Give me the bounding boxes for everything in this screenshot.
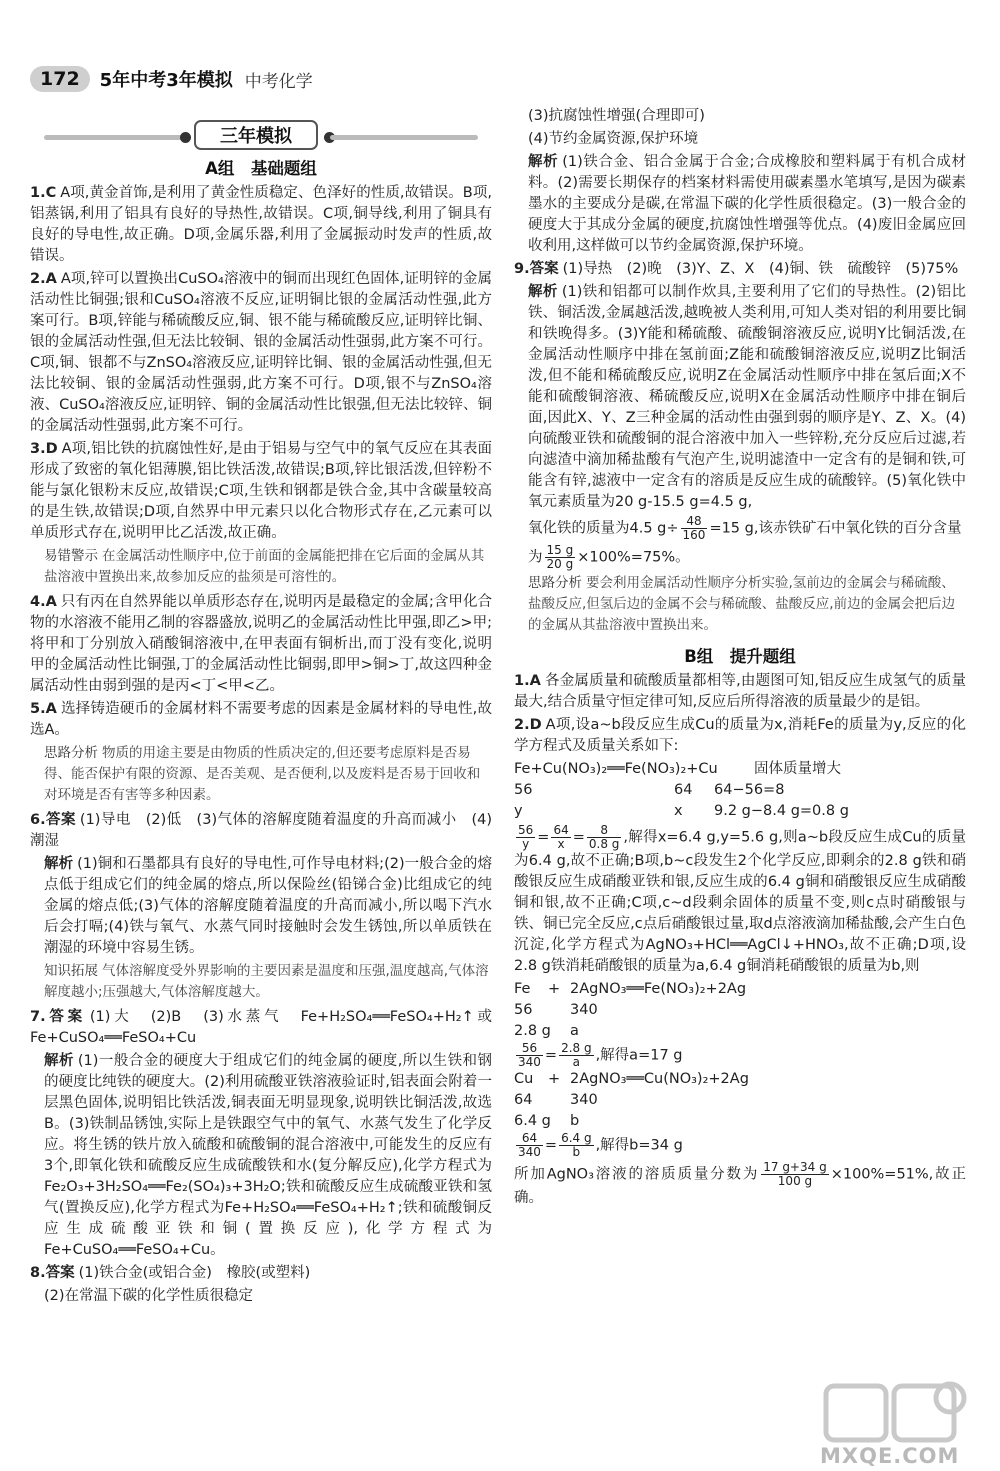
fraction-top: 17 g+34 g xyxy=(763,1160,827,1174)
analysis-text: (1)铁合金、铝合金属于合金;合成橡胶和塑料属于有机合成材料。(2)需要长期保存的档案材料需使用碳素墨水笔填写,是因为碳素墨水的主要成分是碳,在常温下碳的化学性质很稳定。(3)一般合金的硬度大于其成分金属的硬度,抗腐蚀性增强等优点。(4)废旧金属应回收利用,这样做可以节约金属资源,保护环境。 xyxy=(528,154,966,254)
answer-text: 选择铸造硬币的金属材料不需要考虑的因素是金属材料的导电性,故选A。 xyxy=(30,701,492,738)
answer-line: (2)在常温下碳的化学性质很稳定 xyxy=(44,1288,254,1304)
equation-text: + xyxy=(548,1071,561,1087)
equation-text: 2AgNO₃══Fe(NO₃)₂+2Ag xyxy=(570,981,747,997)
fraction-bottom: b xyxy=(572,1145,581,1159)
fraction-bottom: a xyxy=(572,1055,580,1069)
answer-item xyxy=(30,269,492,437)
watermark-logo-icon xyxy=(822,1378,972,1448)
analysis xyxy=(30,854,492,959)
fraction-top: 56 xyxy=(516,1042,543,1056)
answer-item xyxy=(514,259,966,280)
equation-text: 56 xyxy=(514,782,533,798)
equation-row xyxy=(514,1090,966,1111)
analysis xyxy=(30,1051,492,1261)
banner-line-right xyxy=(330,135,478,140)
watermark-text: MXQE.COM xyxy=(820,1444,960,1468)
calc-text: ,解得b=34 g xyxy=(595,1137,683,1154)
tip-text: 要会利用金属活动性顺序分析实验,氢前边的金属会与稀硫酸、盐酸反应,但氢后边的金属不会与稀硫酸、盐酸反应,前边的金属会把后边的金属从其盐溶液中置换出来。 xyxy=(528,575,956,633)
tip-tag: 易错警示 xyxy=(44,548,98,564)
answer-number: 2.A xyxy=(30,271,57,287)
section-banner xyxy=(30,120,492,152)
answer-number: 3.D xyxy=(30,441,58,457)
fraction-bottom: 100 g xyxy=(777,1174,813,1188)
answer-item xyxy=(514,715,966,757)
group-b-title: B组 提升题组 xyxy=(684,647,796,666)
tip-note xyxy=(514,573,966,636)
section-title: 三年模拟 xyxy=(194,120,318,150)
calc-line: $\frac{64}{340}$ = $\frac{6.4 g}{b}$ ,解得b=34 g xyxy=(518,1131,683,1159)
calc-text: ×100%=51%,故正确。 xyxy=(514,1166,966,1206)
analysis-tag: 解析 xyxy=(528,154,559,170)
fraction xyxy=(516,1042,543,1069)
answer-item xyxy=(30,810,492,852)
calc-text: 为 xyxy=(528,549,543,566)
fraction-top: 8 xyxy=(587,824,622,838)
calc-text: 氧化铁的质量为4.5 g÷ xyxy=(528,520,679,537)
equation-text: a xyxy=(570,1023,579,1039)
answer-number: 9.答案 xyxy=(514,261,559,277)
equation-row xyxy=(514,759,966,780)
fraction-top: 15 g xyxy=(546,543,574,557)
equation-row xyxy=(514,801,966,822)
page-header xyxy=(30,64,313,94)
answer-number: 5.A xyxy=(30,701,57,717)
answer-text: (1)大 (2)B (3)水蒸气 Fe+H₂SO₄══FeSO₄+H₂↑或Fe+CuSO₄══FeSO₄+Cu xyxy=(30,1009,492,1046)
equation-row xyxy=(514,780,966,801)
equation-text: 9.2 g−8.4 g=0.8 g xyxy=(714,803,849,819)
equation-text: + xyxy=(548,981,561,997)
analysis-text: (1)铜和石墨都具有良好的导电性,可作导电材料;(2)一般合金的熔点低于组成它们的纯金属的熔点,所以保险丝(铅锑合金)比组成它的纯金属的熔点低;(3)气体的溶解度随着温度的升高而减小,所以喝下汽水后会打嗝;(4)铁与氧气、水蒸气同时接触时会发生锈蚀,所以单质铁在潮湿的环境中容易生锈。 xyxy=(44,856,493,956)
calc-text: ,解得x=6.4 g,y=5.6 g,则a~b段反应生成Cu的质量为6.4 g,故不正确;B项,b~c段发生2个化学反应,即剩余的2.8 g铁和硝酸银反应生成硝酸亚铁和银,反应生成的6.4 g铜和硝酸银反应生成硝酸铜和银,故不正确;C项,c~d段剩余固体的质量不变,则c点时硝酸银与铁、铜已完全反应,c点后硝酸银过量,取d点溶液滴加稀盐酸,会产生白色沉淀,化学方程式为AgNO₃+HCl══AgCl↓+HNO₃,故不正确;D项,设2.8 g铁消耗硝酸银的质量为a,6.4 g铜消耗硝酸银的质量为b,则 xyxy=(514,829,966,974)
analysis-text: (1)铁和铝都可以制作炊具,主要利用了它们的导热性。(2)铝比铁、铜活泼,金属越活泼,越晚被人类利用,可知人类对铝的利用要比铜和铁晚得多。(3)Y能和稀硫酸、硫酸铜溶液反应,说明Y比铜活泼,在金属活动性顺序中排在氢前面;Z能和硫酸铜溶液反应,说明Z比铜活泼,但不能和稀硫酸反应,说明Z在金属活动性顺序中排在氢后面;X不能和硫酸铜溶液、稀硫酸反应,说明X在金属活动性顺序中排在铜后面,因此X、Y、Z三种金属的活动性由强到弱的顺序是Y、Z、X。(4)向硫酸亚铁和硫酸铜的混合溶液中加入一些锌粉,充分反应后过滤,若向滤渣中滴加稀盐酸有气泡产生,说明滤渣中一定含有的是铜和铁,可能含有锌,滤液中一定含有的溶质是反应生成的硫酸锌。(5)氧化铁中氧元素质量为20 g-15.5 g=4.5 g, xyxy=(528,284,967,510)
fraction-bottom: 20 g xyxy=(546,557,574,571)
answer-item xyxy=(514,671,966,713)
fraction-bottom: x xyxy=(557,837,565,851)
analysis-tag: 解析 xyxy=(528,284,558,300)
equation-block xyxy=(514,759,966,822)
equation-text: Fe xyxy=(514,981,531,997)
answer-number: 1.C xyxy=(30,185,57,201)
equation-text: Cu xyxy=(514,1071,534,1087)
fraction-bottom: 160 xyxy=(682,528,706,542)
tip-tag: 思路分析 xyxy=(528,575,582,591)
analysis-tag: 解析 xyxy=(44,856,74,872)
calc-text: ×100%=75%。 xyxy=(577,549,690,566)
tip-text: 在金属活动性顺序中,位于前面的金属能把排在它后面的金属从其盐溶液中置换出来,故参加反应的盐须是可溶性的。 xyxy=(44,548,485,585)
group-a-title: A组 基础题组 xyxy=(205,159,317,178)
equation-text: 340 xyxy=(570,1002,598,1018)
fraction-bottom: 340 xyxy=(518,1055,541,1069)
equation-text: 2.8 g xyxy=(514,1023,551,1039)
answer-number: 6.答案 xyxy=(30,812,76,828)
calc-line xyxy=(514,544,966,571)
answer-item xyxy=(30,183,492,267)
answer-text: 各金属质量和硫酸质量都相等,由题图可知,铝反应生成氢气的质量最大,结合质量守恒定律可知,反应后所得溶液的质量最少的是铝。 xyxy=(514,673,966,710)
equation-text: 固体质量增大 xyxy=(754,761,841,777)
equation-text: Fe+Cu(NO₃)₂══Fe(NO₃)₂+Cu xyxy=(514,761,718,777)
answer-item xyxy=(30,1263,492,1284)
answer-number: 7.答案 xyxy=(30,1009,86,1025)
fraction xyxy=(559,1042,594,1069)
answer-number: 8.答案 xyxy=(30,1265,75,1281)
answer-item xyxy=(30,699,492,741)
fraction xyxy=(559,1132,594,1159)
banner-dot-left xyxy=(180,132,191,143)
tip-text: 物质的用途主要是由物质的性质决定的,但还要考虑原料是否易得、能否保护有限的资源、是否美观、是否便利,以及废料是否易于回收和对环境是否有害等多种因素。 xyxy=(44,745,481,803)
equation-row xyxy=(514,1111,966,1132)
fraction-bottom: y xyxy=(522,837,530,851)
answer-text: (1)铁合金(或铝合金) 橡胶(或塑料) xyxy=(78,1265,311,1281)
calc-text: =15 g,该赤铁矿石中氧化铁的百分含量 xyxy=(709,520,962,537)
equation-text: x xyxy=(674,803,683,819)
tip-note xyxy=(30,546,492,588)
equation-row xyxy=(514,1021,966,1042)
answer-item xyxy=(30,592,492,697)
equation-row xyxy=(514,1069,966,1090)
answer-item xyxy=(30,439,492,544)
fraction xyxy=(681,515,708,542)
tip-tag: 知识拓展 xyxy=(44,963,98,979)
right-column xyxy=(514,106,966,1211)
answer-line: (4)节约金属资源,保护环境 xyxy=(528,131,699,147)
answer-item xyxy=(30,1007,492,1049)
fraction-top: 6.4 g xyxy=(561,1131,592,1145)
analysis xyxy=(514,152,966,257)
calc-line xyxy=(514,1161,966,1209)
calc-line: $\frac{56}{340}$ = $\frac{2.8 g}{a}$ ,解得a=17 g xyxy=(518,1041,683,1069)
analysis xyxy=(514,282,966,513)
analysis-tag: 解析 xyxy=(44,1053,74,1069)
answer-line: (3)抗腐蚀性增强(合理即可) xyxy=(528,108,705,124)
answer-text: (1)导电 (2)低 (3)气体的溶解度随着温度的升高而减小 (4)潮湿 xyxy=(30,812,493,849)
tip-tag: 思路分析 xyxy=(44,745,98,761)
fraction-bottom: 0.8 g xyxy=(588,837,620,851)
fraction-top: 2.8 g xyxy=(561,1041,592,1055)
fraction xyxy=(761,1161,828,1188)
tip-text: 气体溶解度受外界影响的主要因素是温度和压强,温度越高,气体溶解度越小;压强越大,气体溶解度越大。 xyxy=(44,963,489,1000)
equation-text: b xyxy=(570,1113,580,1129)
equation-row xyxy=(514,979,966,1000)
equation-text: 6.4 g xyxy=(514,1113,551,1129)
fraction-bottom: 340 xyxy=(518,1145,541,1159)
fraction-top: 56 xyxy=(518,823,534,837)
answer-number: 2.D xyxy=(514,717,542,733)
equation-text: 340 xyxy=(570,1092,598,1108)
equation-block xyxy=(514,979,966,1159)
calc-text: ,解得a=17 g xyxy=(595,1047,683,1064)
equation-text: 64 xyxy=(514,1092,533,1108)
equation-row xyxy=(514,1000,966,1021)
fraction-top: 64 xyxy=(553,823,569,837)
tip-note xyxy=(30,961,492,1003)
answer-text: (1)导热 (2)晚 (3)Y、Z、X (4)铜、铁 硫酸锌 (5)75% xyxy=(562,261,959,277)
book-title: 5年中考3年模拟 xyxy=(99,70,233,91)
banner-line-left xyxy=(44,135,186,140)
answer-text: 只有丙在自然界能以单质形态存在,说明丙是最稳定的金属;含甲化合物的水溶液不能用乙制的容器盛放,说明乙的金属活动性比甲强,即乙>甲;将甲和丁分别放入硝酸铜溶液中,在甲表面有铜析出,而丁没有变化,说明甲的金属活动性比铜强,丁的金属活动性比铜弱,即甲>铜>丁,故这四种金属活动性由弱到强的是丙<丁<甲<乙。 xyxy=(30,594,492,694)
fraction-top: 64 xyxy=(516,1132,543,1146)
left-column xyxy=(30,106,492,1309)
equation-text: 64−56=8 xyxy=(714,782,785,798)
fraction xyxy=(545,544,576,571)
fraction xyxy=(551,824,570,851)
answer-text: A项,黄金首饰,是利用了黄金性质稳定、色泽好的性质,故错误。B项,铝蒸锅,利用了铝具有良好的导热性,故错误。C项,铜导线,利用了铜具有良好的导电性,故正确。D项,金属乐器,利用了金属振动时发声的性质,故错误。 xyxy=(30,185,492,264)
subject-label: 中考化学 xyxy=(244,71,313,92)
calc-paragraph: $\frac{56}{y}$ = $\frac{64}{x}$ = $\frac{8}{0.8 g}$ ,解得x=6.4 g,y=5.6 g,则a~b段反应生成Cu的质量为6.4 g,故不正确;B项,b~c段发生2个化学反应,即剩余的2.8 g铁和硝酸银反应生成硝酸亚铁和银,反应生成的6.4 g铜和硝酸银反应生成硝酸铜和银,故不正确;C项,c~d段剩余固体的质量不变,则c点时硝酸银与铁、铜已完全反应,c点后硝酸银过量,取d点溶液滴加稀盐酸,会产生白色沉淀,化学方程式为AgNO₃+HCl══AgCl↓+HNO₃,故不正确;D项,设2.8 g铁消耗硝酸银的质量为a,6.4 g铜消耗硝酸银的质量为b,则 xyxy=(514,823,966,974)
answer-number: 4.A xyxy=(30,594,57,610)
equation-text: 56 xyxy=(514,1002,533,1018)
answer-number: 1.A xyxy=(514,673,541,689)
analysis-text: (1)一般合金的硬度大于组成它们的纯金属的硬度,所以生铁和钢的硬度比纯铁的硬度大。(2)利用硫酸亚铁溶液验证时,铝表面会附着一层黑色固体,说明铝比铁活泼,铜表面无明显现象,说明铁比铜活泼,故选B。(3)铁制品锈蚀,实际上是铁跟空气中的氧气、水蒸气发生了化学反应。将生锈的铁片放入硫酸和硫酸铜的混合溶液中,可能发生的反应有3个,即氧化铁和硫酸反应生成硫酸铁和水(复分解反应),化学方程式为Fe₂O₃+3H₂SO₄══Fe₂(SO₄)₃+3H₂O;铁和硫酸反应生成硫酸亚铁和氢气(置换反应),化学方程式为Fe+H₂SO₄══FeSO₄+H₂↑;铁和硫酸铜反应生成硫酸亚铁和铜(置换反应),化学方程式为Fe+CuSO₄══FeSO₄+Cu。 xyxy=(44,1053,492,1258)
tip-note xyxy=(30,743,492,806)
equation-text: 2AgNO₃══Cu(NO₃)₂+2Ag xyxy=(570,1071,749,1087)
fraction xyxy=(516,1132,543,1159)
calc-line xyxy=(514,515,966,542)
fraction xyxy=(516,824,535,851)
fraction xyxy=(587,824,622,851)
answer-text: A项,铝比铁的抗腐蚀性好,是由于铝易与空气中的氧气反应在其表面形成了致密的氧化铝薄膜,铝比铁活泼,故错误;B项,锌比银活泼,但锌粉不能与氯化银粉末反应,故错误;C项,生铁和钢都是铁合金,其中含碳量较高的是生铁,故错误;D项,自然界中甲元素只以化合物形式存在,乙元素可以单质形式存在,说明甲比乙活泼,故正确。 xyxy=(30,441,492,541)
page-number: 172 xyxy=(30,66,90,92)
answer-text: A项,设a~b段反应生成Cu的质量为x,消耗Fe的质量为y,反应的化学方程式及质量关系如下: xyxy=(514,717,966,754)
equation-text: y xyxy=(514,803,523,819)
fraction-top: 48 xyxy=(681,515,708,529)
answer-text: A项,锌可以置换出CuSO₄溶液中的铜而出现红色固体,证明锌的金属活动性比铜强;银和CuSO₄溶液不反应,证明铜比银的金属活动性强,此方案可行。B项,锌能与稀硫酸反应,铜、银不能与稀硫酸反应,证明锌比铜、银的金属活动性强,但无法比较铜、银的金属活动性强弱,此方案不可行。C项,铜、银都不与ZnSO₄溶液反应,证明锌比铜、银的金属活动性强,但无法比较铜、银的金属活动性强弱,此方案不可行。D项,银不与ZnSO₄溶液、CuSO₄溶液反应,证明锌、铜的金属活动性比银强,但无法比较锌、铜的金属活动性强弱,此方案不可行。 xyxy=(30,271,492,434)
calc-text: 所加AgNO₃溶液的溶质质量分数为 xyxy=(514,1166,760,1183)
equation-text: 64 xyxy=(674,782,693,798)
